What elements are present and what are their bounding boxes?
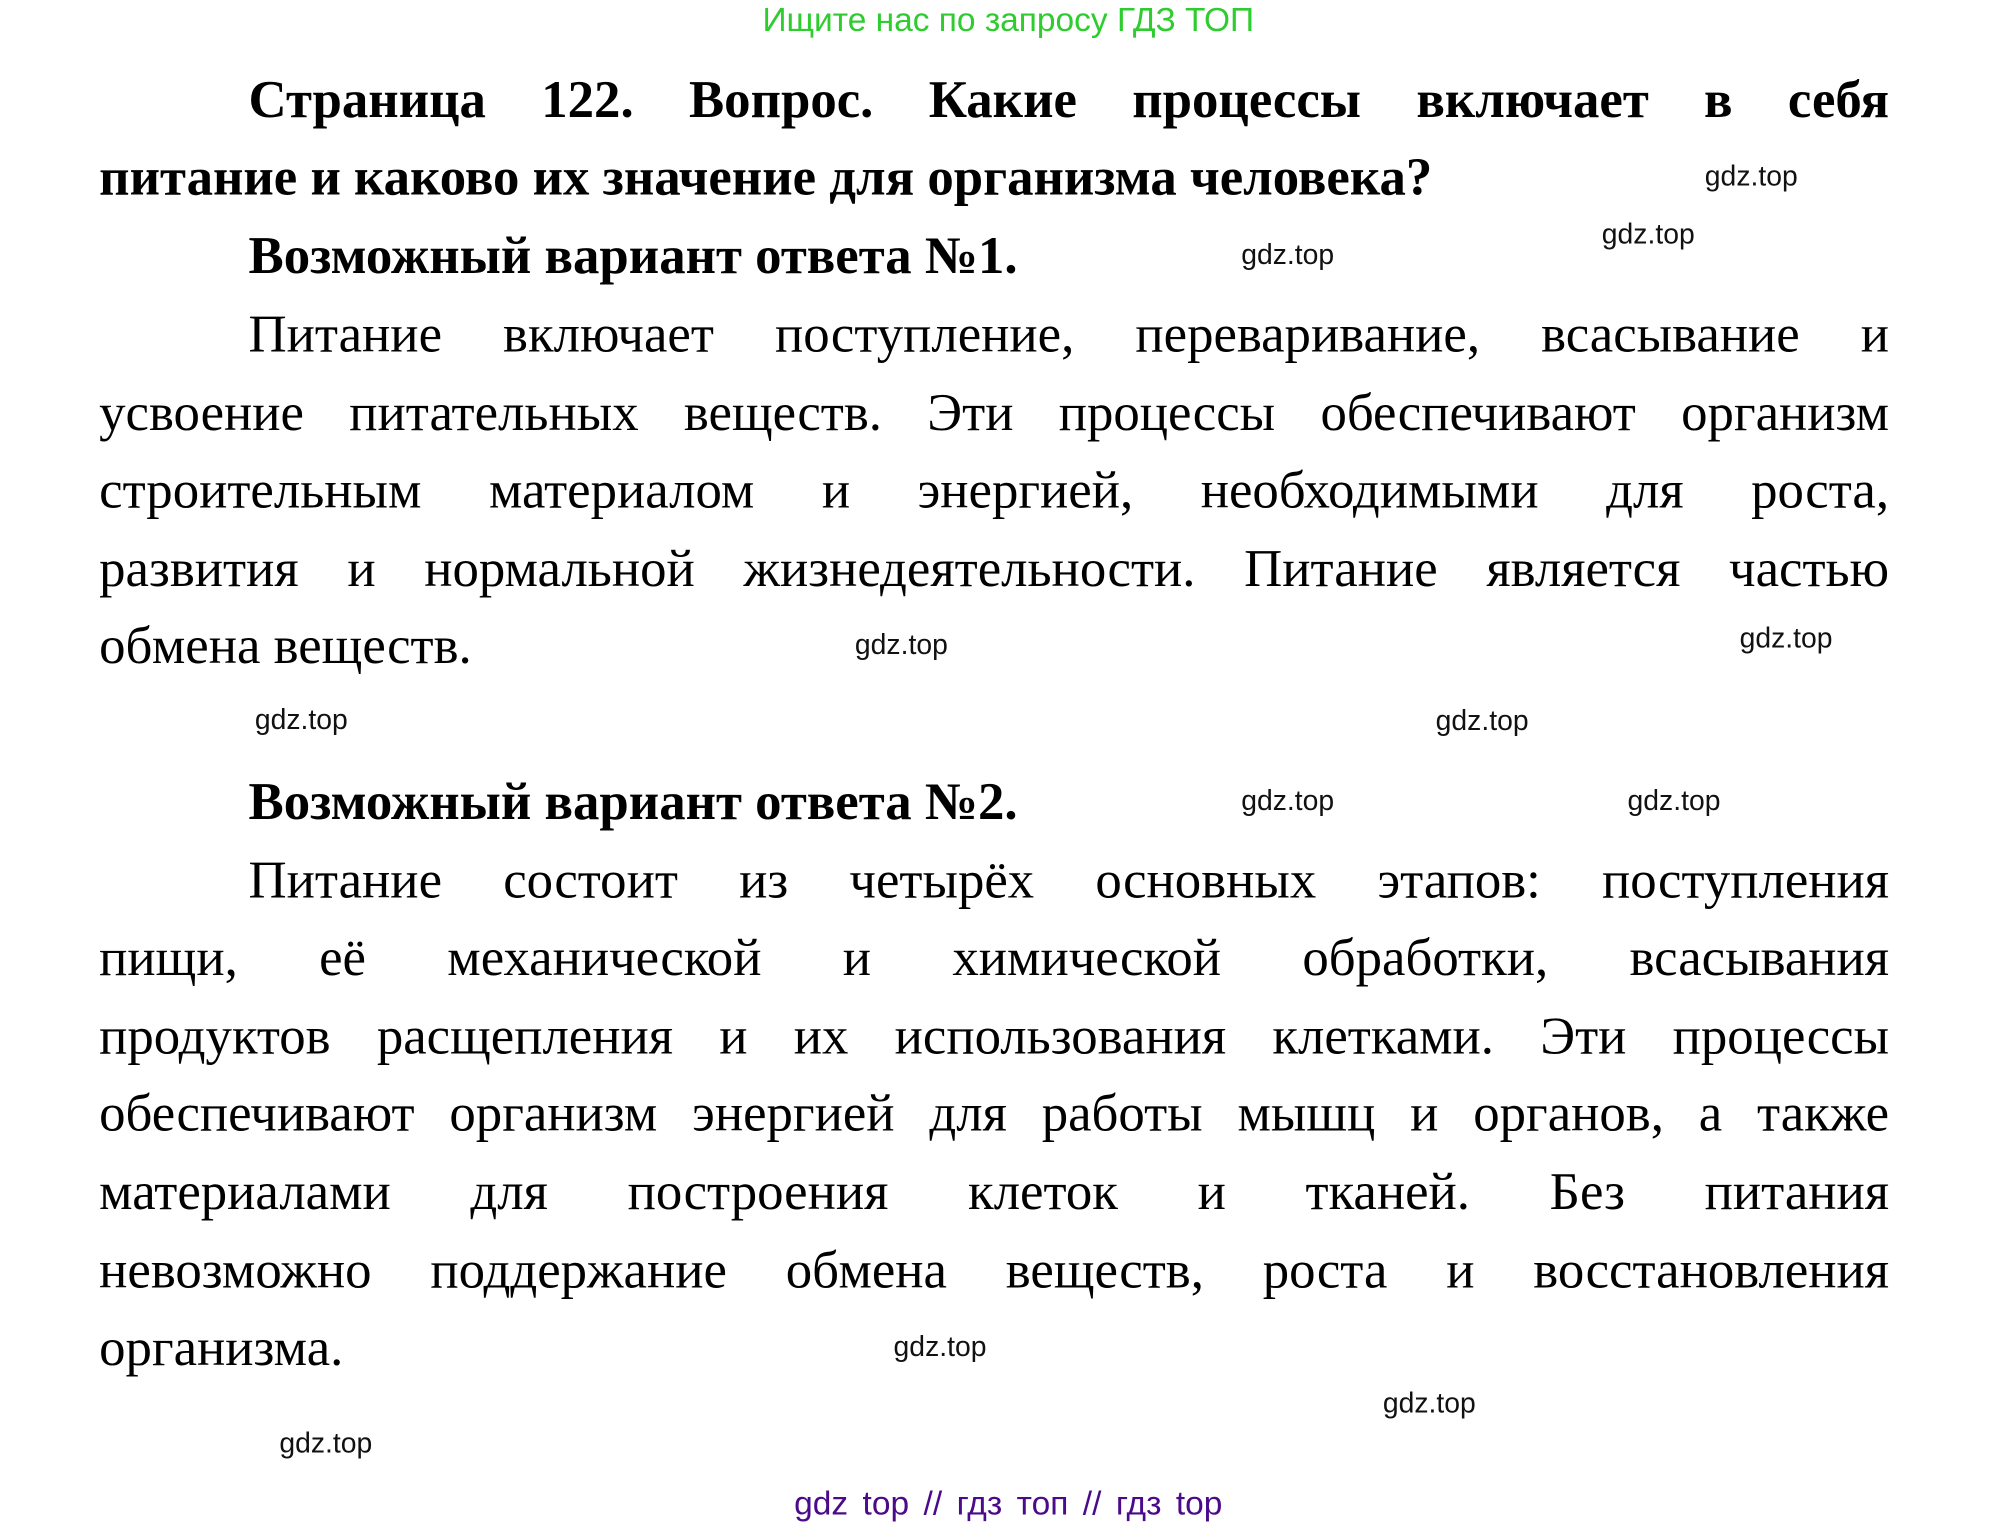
answer2-line: невозможно поддержание обмена веществ, роста и восстановления: [99, 1240, 1890, 1300]
question-line-1: Страница 122. Вопрос. Какие процессы включает в себя: [248, 69, 1890, 129]
bottom-banner[interactable]: gdz top // гдз топ // гдз top: [794, 1483, 1223, 1523]
answer1-line: строительным материалом и энергией, необходимыми для роста,: [99, 459, 1890, 519]
watermark: gdz.top: [893, 1330, 987, 1363]
watermark: gdz.top: [1435, 704, 1529, 737]
answer2-line: материалами для построения клеток и тканей. Без питания: [99, 1161, 1890, 1221]
answer2-line: продуктов расщепления и их использования клетками. Эти процессы: [99, 1005, 1890, 1065]
watermark: gdz.top: [1241, 238, 1335, 271]
watermark: gdz.top: [854, 628, 948, 661]
answer2-line: пищи, её механической и химической обработки, всасывания: [99, 927, 1890, 987]
answer2-heading: Возможный вариант ответа №2.: [248, 771, 1018, 831]
answer1-line: Питание включает поступление, переваривание, всасывание и: [248, 303, 1890, 364]
answer2-line: организма.: [99, 1317, 344, 1377]
watermark: gdz.top: [254, 703, 348, 736]
answer1-line: обмена веществ.: [99, 615, 472, 675]
watermark: gdz.top: [1739, 621, 1833, 655]
answer2-line: обеспечивают организм энергией для работы мышц и органов, а также: [99, 1082, 1890, 1143]
answer1-line: развития и нормальной жизнедеятельности. Питание является частью: [99, 538, 1890, 598]
watermark: gdz.top: [1382, 1386, 1476, 1420]
question-line-2: питание и каково их значение для организма человека?: [99, 146, 1433, 207]
watermark: gdz.top: [279, 1426, 373, 1459]
answer1-heading: Возможный вариант ответа №1.: [248, 225, 1018, 285]
answer2-line: Питание состоит из четырёх основных этапов: поступления: [248, 849, 1890, 910]
top-banner[interactable]: Ищите нас по запросу ГДЗ ТОП: [762, 0, 1255, 39]
watermark: gdz.top: [1241, 784, 1335, 817]
answer1-line: усвоение питательных веществ. Эти процессы обеспечивают организм: [99, 382, 1890, 442]
watermark: gdz.top: [1627, 784, 1721, 817]
watermark: gdz.top: [1601, 217, 1695, 250]
watermark: gdz.top: [1704, 159, 1798, 192]
